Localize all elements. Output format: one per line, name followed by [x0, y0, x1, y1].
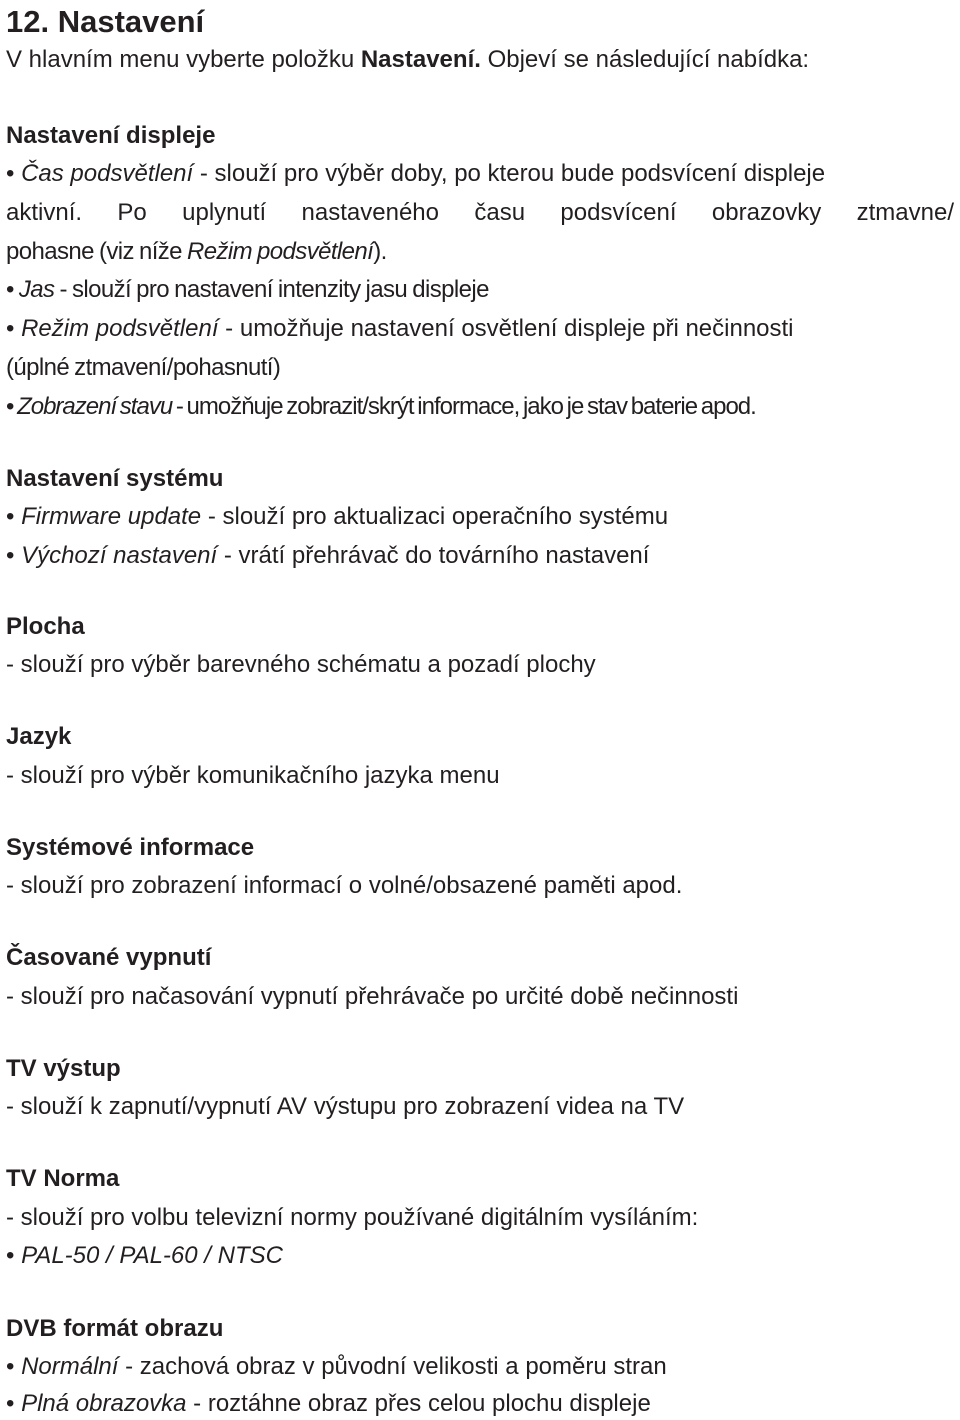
section-heading-dvb: DVB formát obrazu — [6, 1315, 224, 1342]
item-description: - slouží pro nastavení intenzity jasu displeje — [54, 276, 489, 303]
list-item-dvb-full — [6, 1389, 651, 1419]
list-item-backlight-mode — [6, 314, 794, 344]
bullet: • — [6, 160, 22, 187]
section-heading-display: Nastavení displeje — [6, 122, 216, 149]
item-term: Čas podsvětlení — [21, 160, 194, 187]
item-term: Výchozí nastavení — [21, 542, 218, 569]
section-heading-tv-norm: TV Norma — [6, 1165, 120, 1192]
item-description: - umožňuje nastavení osvětlení displeje při nečinnosti — [218, 315, 794, 342]
section-heading-timer: Časované vypnutí — [6, 944, 212, 971]
item-description-continued: (úplné ztmavení/pohasnutí) — [6, 354, 281, 381]
intro-bold-term: Nastavení. — [360, 46, 481, 73]
section-heading-tv-out: TV výstup — [6, 1055, 121, 1082]
bullet: • — [6, 503, 22, 530]
item-term: Plná obrazovka — [21, 1390, 187, 1417]
intro-text: V hlavním menu vyberte položku — [6, 46, 361, 73]
list-item-dvb-normal — [6, 1352, 667, 1382]
item-description-continued: aktivní. Po uplynutí nastaveného času podsvícení obrazovky ztmavne/ — [6, 199, 954, 226]
section-heading-sysinfo: Systémové informace — [6, 834, 255, 861]
bullet: • — [6, 276, 19, 303]
bullet: • — [6, 393, 18, 420]
bullet: • — [6, 315, 22, 342]
section-heading-language: Jazyk — [6, 723, 72, 750]
section-description-sysinfo: - slouží pro zobrazení informací o volné/obsazené paměti apod. — [6, 872, 683, 899]
item-description: - vrátí přehrávač do továrního nastavení — [217, 542, 650, 569]
item-description: - slouží pro aktualizaci operačního systému — [201, 503, 669, 530]
item-term: PAL-50 / PAL-60 / NTSC — [21, 1242, 283, 1269]
section-description-tv-out: - slouží k zapnutí/vypnutí AV výstupu pro zobrazení videa na TV — [6, 1093, 685, 1120]
section-description-desktop: - slouží pro výběr barevného schématu a pozadí plochy — [6, 651, 596, 678]
list-item-firmware — [6, 502, 668, 532]
bullet: • — [6, 1242, 22, 1269]
page-title: 12. Nastavení — [6, 4, 205, 39]
list-item-brightness — [6, 275, 489, 305]
list-item-backlight-time — [6, 159, 825, 189]
item-term: Zobrazení stavu — [17, 393, 173, 420]
section-description-language: - slouží pro výběr komunikačního jazyka menu — [6, 762, 500, 789]
bullet: • — [6, 1353, 22, 1380]
section-heading-desktop: Plocha — [6, 613, 85, 640]
item-description: - umožňuje zobrazit/skrýt informace, jako je stav baterie apod. — [172, 393, 756, 420]
item-term: Normální — [21, 1353, 119, 1380]
intro-paragraph — [6, 45, 809, 75]
item-reference-term: Režim podsvětlení — [186, 238, 374, 265]
list-item-status-display — [6, 392, 756, 422]
item-text: pohasne (viz níže — [6, 238, 187, 265]
section-description-timer: - slouží pro načasování vypnutí přehrávače po určité době nečinnosti — [6, 983, 739, 1010]
intro-text-end: Objeví se následující nabídka: — [480, 46, 810, 73]
item-description: - slouží pro výběr doby, po kterou bude podsvícení displeje — [193, 160, 826, 187]
item-description: - zachová obraz v původní velikosti a poměru stran — [118, 1353, 667, 1380]
list-item-defaults — [6, 541, 649, 571]
section-description-tv-norm: - slouží pro volbu televizní normy používané digitálním vysíláním: — [6, 1204, 699, 1231]
item-text: ). — [373, 238, 387, 265]
item-term: Režim podsvětlení — [21, 315, 219, 342]
item-description: - roztáhne obraz přes celou plochu displeje — [186, 1390, 651, 1417]
item-term: Jas — [18, 276, 55, 303]
list-item-tv-norm-options — [6, 1241, 283, 1271]
section-heading-system: Nastavení systému — [6, 465, 224, 492]
bullet: • — [6, 1390, 22, 1417]
item-description-continued — [6, 237, 387, 267]
item-term: Firmware update — [21, 503, 202, 530]
bullet: • — [6, 542, 22, 569]
